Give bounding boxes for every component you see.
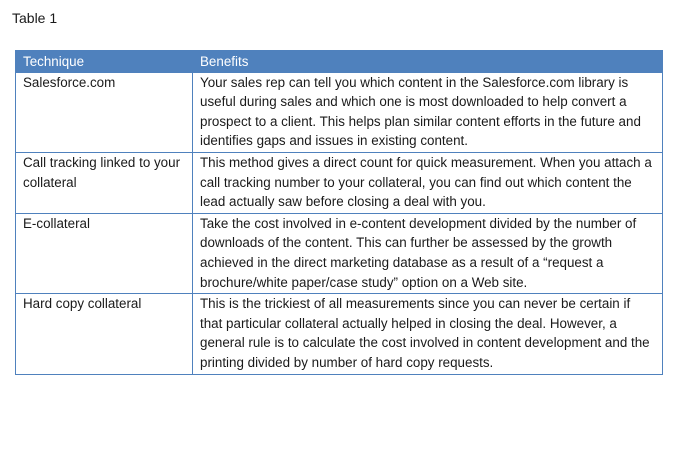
benefits-cell: Take the cost involved in e-content development divided by the number of downloads of the content. This can further be assessed by the growth achieved in the direct marketing database as a result of a “request a brochure/white paper/case study” option on a Web site. [193, 213, 663, 293]
header-technique: Technique [16, 51, 193, 73]
table-caption: Table 1 [12, 10, 58, 26]
technique-cell: Call tracking linked to your collateral [16, 152, 193, 213]
table-row [16, 294, 663, 374]
table-row [16, 213, 663, 293]
technique-cell: Salesforce.com [16, 72, 193, 152]
table-header-row [16, 51, 663, 73]
header-benefits: Benefits [193, 51, 663, 73]
table-row [16, 152, 663, 213]
benefits-cell: This method gives a direct count for quick measurement. When you attach a call tracking number to your collateral, you can find out which content the lead actually saw before closing a deal with you. [193, 152, 663, 213]
technique-cell: Hard copy collateral [16, 294, 193, 374]
table-row [16, 72, 663, 152]
benefits-cell: This is the trickiest of all measurements since you can never be certain if that particular collateral actually helped in closing the deal. However, a general rule is to calculate the cost involved in content development and the printing divided by number of hard copy requests. [193, 294, 663, 374]
benefits-cell: Your sales rep can tell you which content in the Salesforce.com library is useful during sales and which one is most downloaded to help convert a prospect to a client. This helps plan similar content efforts in the future and identifies gaps and issues in existing content. [193, 72, 663, 152]
technique-cell: E-collateral [16, 213, 193, 293]
techniques-table [15, 50, 663, 375]
